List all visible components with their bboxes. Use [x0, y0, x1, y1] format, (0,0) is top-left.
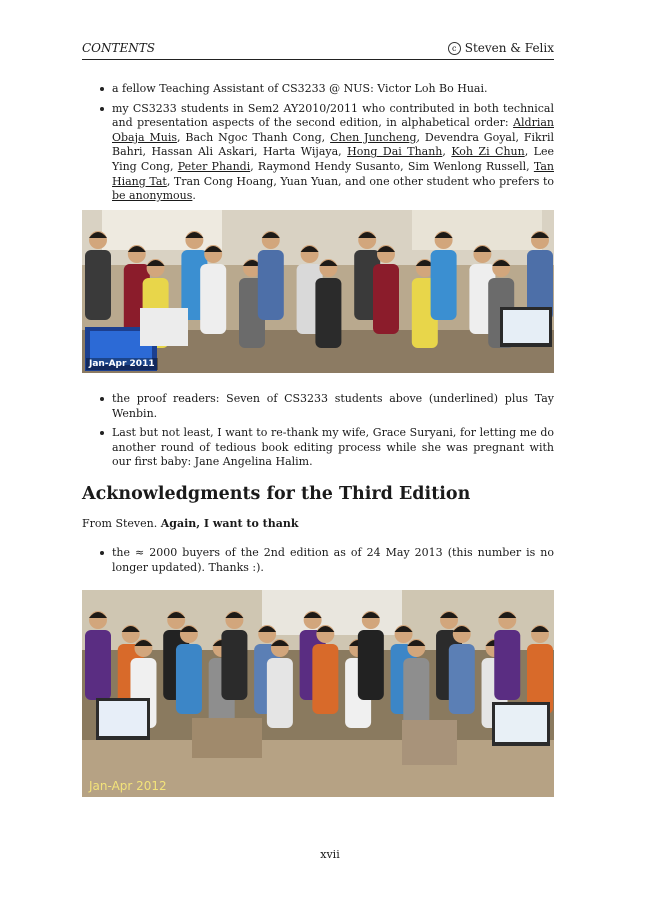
underlined-name: Chen Juncheng [330, 130, 417, 144]
running-header [82, 41, 554, 60]
list-item [100, 546, 554, 575]
list-item [100, 426, 554, 470]
copyright-icon: c [448, 42, 461, 55]
list-text: , Devendra Goyal, Fikril Bahri, Hassan Ali Askari, Harta Wijaya, [112, 130, 554, 159]
group-photo-icon [82, 210, 554, 373]
underlined-name: Tan Hiang Tat [112, 159, 554, 188]
list-text: , Tran Cong Hoang, Yuan Yuan, and one other student who prefers to [166, 174, 554, 188]
list-item [100, 102, 554, 204]
intro-bold: Again, I want to thank [160, 517, 299, 530]
class-photo-2012 [82, 590, 554, 797]
acknowledgment-list-bottom [100, 546, 554, 580]
list-text: , Raymond Hendy Susanto, Sim Wenlong Russell, [250, 159, 534, 173]
header-copyright [448, 41, 554, 55]
page-number: xvii [320, 848, 340, 861]
acknowledgment-list-top [100, 82, 554, 209]
list-text: my CS3233 students in Sem2 AY2010/2011 who contributed in both technical and presentation aspects of the second edition, in alphabetical order: [112, 101, 554, 130]
underlined-name: Aldrian Obaja Muis [112, 116, 554, 144]
intro-plain: From Steven. [82, 517, 161, 530]
list-text: the proof readers: Seven of CS3233 students above (underlined) plus Tay Wenbin. [112, 392, 554, 420]
header-section-name: CONTENTS [82, 41, 156, 55]
underlined-name: Koh Zi Chun [451, 145, 525, 159]
list-text: . [192, 189, 196, 203]
acknowledgment-list-middle [100, 392, 554, 475]
list-item [100, 82, 554, 97]
list-text: a fellow Teaching Assistant of CS3233 @ NUS: Victor Loh Bo Huai. [112, 82, 488, 95]
section-title: Acknowledgments for the Third Edition [82, 484, 471, 504]
section-intro [82, 517, 298, 530]
header-authors: Steven & Felix [464, 41, 554, 55]
photo-caption-2012: Jan-Apr 2012 [89, 779, 167, 793]
group-photo-icon [82, 590, 554, 797]
photo-caption-2011: Jan-Apr 2011 [86, 358, 158, 370]
list-text: , Lee Ying Cong, [112, 145, 554, 173]
underlined-name: be anonymous [112, 189, 193, 203]
list-text: Last but not least, I want to re-thank my wife, Grace Suryani, for letting me do another round of tedious book editing process while she was pregnant with our first baby: Jane Angelina Halim. [112, 426, 554, 469]
list-text: the ≈ 2000 buyers of the 2nd edition as of 24 May 2013 (this number is no longer updated). Thanks :). [112, 546, 554, 574]
list-text: , Bach Ngoc Thanh Cong, [176, 130, 331, 144]
underlined-name: Peter Phandi [177, 159, 251, 173]
class-photo-2011 [82, 210, 554, 373]
list-text: , [442, 145, 452, 159]
list-item [100, 392, 554, 421]
underlined-name: Hong Dai Thanh [347, 145, 443, 159]
